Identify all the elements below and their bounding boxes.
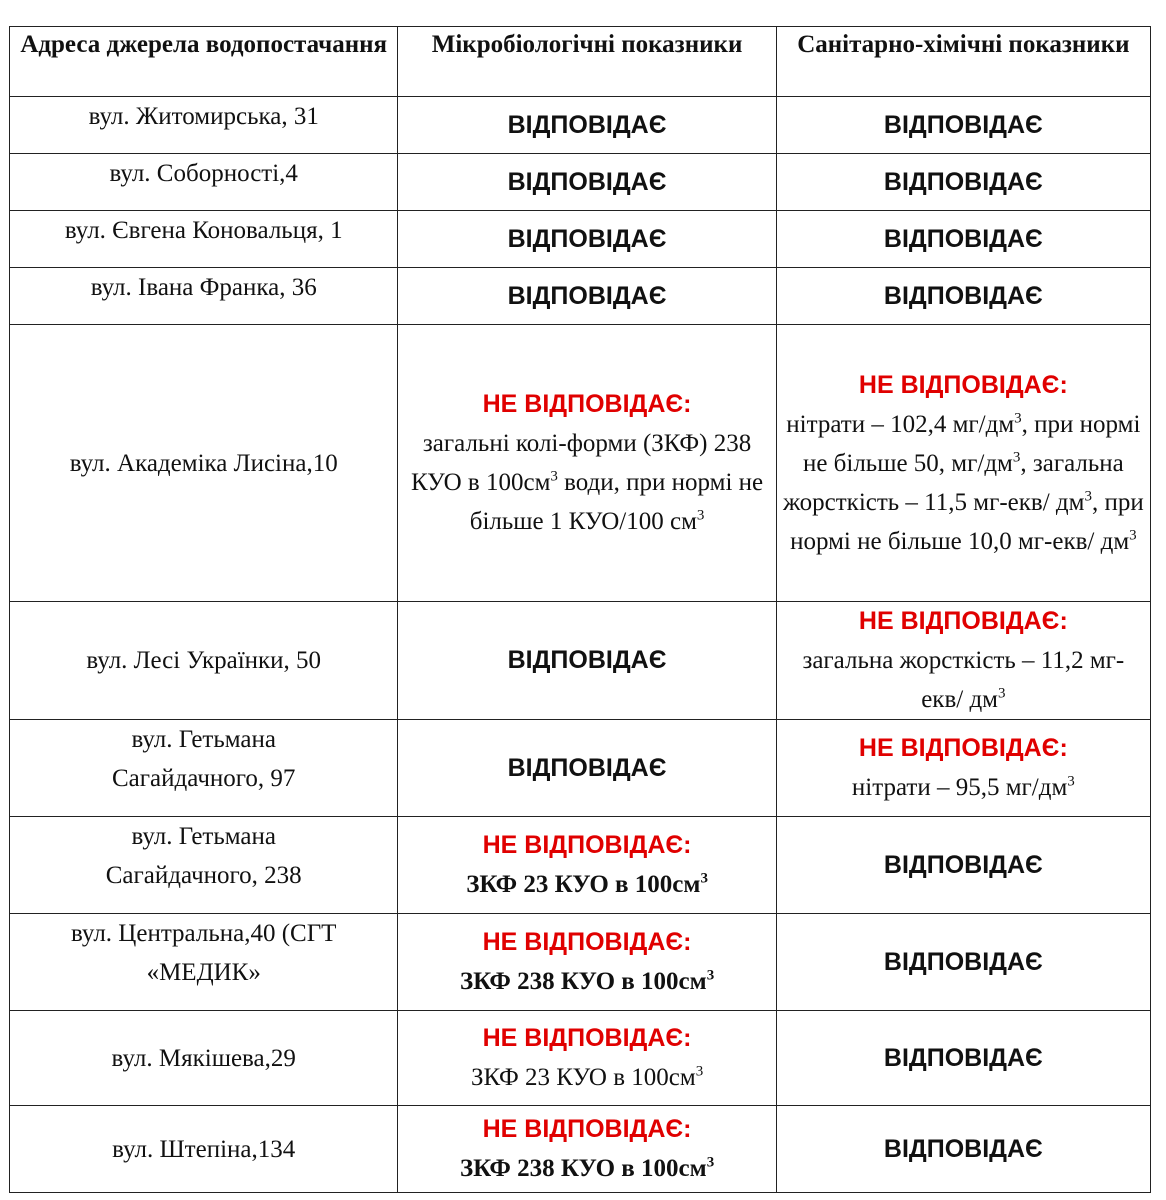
address-cell	[10, 602, 398, 720]
chem-result-cell	[776, 817, 1150, 914]
table-row	[10, 817, 1151, 914]
chem-result-cell	[776, 268, 1150, 325]
table-row	[10, 211, 1151, 268]
address-cell	[10, 1106, 398, 1193]
micro-result-cell	[398, 325, 776, 602]
violation-detail: ЗКФ 23 КУО в $100см^3$	[466, 870, 708, 898]
noncompliant-status: НЕ ВІДПОВІДАЄ:	[482, 928, 692, 956]
chem-result-cell	[776, 720, 1150, 817]
micro-result-cell	[398, 154, 776, 211]
micro-result-cell	[398, 914, 776, 1011]
compliant-status: ВІДПОВІДАЄ	[507, 110, 667, 139]
table-row	[10, 720, 1151, 817]
micro-result-cell	[398, 1106, 776, 1193]
compliant-status: ВІДПОВІДАЄ	[883, 947, 1043, 976]
micro-result-cell	[398, 602, 776, 720]
noncompliant-status: НЕ ВІДПОВІДАЄ:	[858, 734, 1068, 762]
chem-result-cell	[776, 154, 1150, 211]
micro-result-cell	[398, 268, 776, 325]
address-cell	[10, 1011, 398, 1106]
address-text: вул. Центральна,40 (СГТ «МЕДИК»	[70, 920, 337, 986]
compliant-status: ВІДПОВІДАЄ	[507, 167, 667, 196]
micro-result-cell	[398, 97, 776, 154]
address-text: вул. Соборності,4	[109, 160, 298, 187]
address-text: вул. Гетьмана Сагайдачного, 238	[105, 823, 302, 889]
noncompliant-status: НЕ ВІДПОВІДАЄ:	[858, 607, 1068, 635]
address-text: вул. Івана Франка, 36	[90, 274, 317, 301]
noncompliant-status: НЕ ВІДПОВІДАЄ:	[482, 831, 692, 859]
chem-result-cell	[776, 1106, 1150, 1193]
header-micro: Мікробіологічні показники	[398, 27, 776, 97]
violation-detail: нітрати – 102,4 $мг/дм^3$, при нормі не більше 50, $мг/дм^3$, загальна жорсткість – 11,5 мг-екв/ $дм^3$, при нормі не більше 10,0 мг-екв/ $дм^3$	[783, 410, 1144, 555]
chem-result-cell	[776, 914, 1150, 1011]
address-text: вул. Євгена Коновальця, 1	[64, 217, 343, 244]
address-text: вул. Гетьмана Сагайдачного, 97	[112, 726, 296, 792]
address-cell	[10, 97, 398, 154]
compliant-status: ВІДПОВІДАЄ	[507, 281, 667, 310]
chem-result-cell	[776, 325, 1150, 602]
address-text: вул. Житомирська, 31	[88, 103, 319, 130]
compliant-status: ВІДПОВІДАЄ	[883, 224, 1043, 253]
noncompliant-status: НЕ ВІДПОВІДАЄ:	[482, 390, 692, 418]
table-row	[10, 1106, 1151, 1193]
table-row	[10, 1011, 1151, 1106]
table-row	[10, 325, 1151, 602]
violation-detail: загальна жорсткість – 11,2 мг-екв/ $дм^3$	[802, 647, 1125, 713]
compliant-status: ВІДПОВІДАЄ	[883, 850, 1043, 879]
micro-result-cell	[398, 211, 776, 268]
chem-result-cell	[776, 1011, 1150, 1106]
noncompliant-status: НЕ ВІДПОВІДАЄ:	[482, 1115, 692, 1143]
micro-result-cell	[398, 817, 776, 914]
address-cell	[10, 268, 398, 325]
header-row	[10, 27, 1151, 97]
address-text: вул. Лесі Українки, 50	[86, 647, 322, 674]
compliant-status: ВІДПОВІДАЄ	[507, 753, 667, 782]
compliant-status: ВІДПОВІДАЄ	[883, 1134, 1043, 1163]
address-cell	[10, 325, 398, 602]
table-row	[10, 97, 1151, 154]
water-quality-table	[9, 26, 1151, 1193]
table-body	[10, 97, 1151, 1193]
table-row	[10, 154, 1151, 211]
violation-detail: ЗКФ 23 КУО в $100см^3$	[470, 1063, 704, 1091]
compliant-status: ВІДПОВІДАЄ	[507, 224, 667, 253]
header-address: Адреса джерела водопостачання	[10, 27, 398, 97]
violation-detail: загальні колі-форми (ЗКФ) 238 КУО в $100см^3$ води, при нормі не більше 1 КУО/100 $см^3$	[410, 430, 764, 535]
compliant-status: ВІДПОВІДАЄ	[883, 167, 1043, 196]
chem-result-cell	[776, 211, 1150, 268]
address-cell	[10, 154, 398, 211]
address-cell	[10, 720, 398, 817]
micro-result-cell	[398, 1011, 776, 1106]
compliant-status: ВІДПОВІДАЄ	[507, 646, 667, 674]
violation-detail: нітрати – 95,5 $мг/дм^3$	[851, 773, 1075, 801]
compliant-status: ВІДПОВІДАЄ	[883, 281, 1043, 310]
chem-result-cell	[776, 602, 1150, 720]
chem-result-cell	[776, 97, 1150, 154]
address-text: вул. Штепіна,134	[112, 1135, 296, 1163]
table-row	[10, 268, 1151, 325]
noncompliant-status: НЕ ВІДПОВІДАЄ:	[858, 370, 1068, 399]
noncompliant-status: НЕ ВІДПОВІДАЄ:	[482, 1024, 692, 1052]
address-text: вул. Мякішева,29	[111, 1044, 296, 1072]
violation-detail: ЗКФ 238 КУО в $100см^3$	[459, 967, 715, 995]
micro-result-cell	[398, 720, 776, 817]
table-row	[10, 914, 1151, 1011]
address-cell	[10, 211, 398, 268]
table-row	[10, 602, 1151, 720]
address-cell	[10, 817, 398, 914]
compliant-status: ВІДПОВІДАЄ	[883, 1043, 1043, 1072]
header-chem: Санітарно-хімічні показники	[776, 27, 1150, 97]
violation-detail: ЗКФ 238 КУО в $100см^3$	[459, 1154, 715, 1182]
address-cell	[10, 914, 398, 1011]
compliant-status: ВІДПОВІДАЄ	[883, 110, 1043, 139]
address-text: вул. Академіка Лисіна,10	[69, 449, 338, 477]
